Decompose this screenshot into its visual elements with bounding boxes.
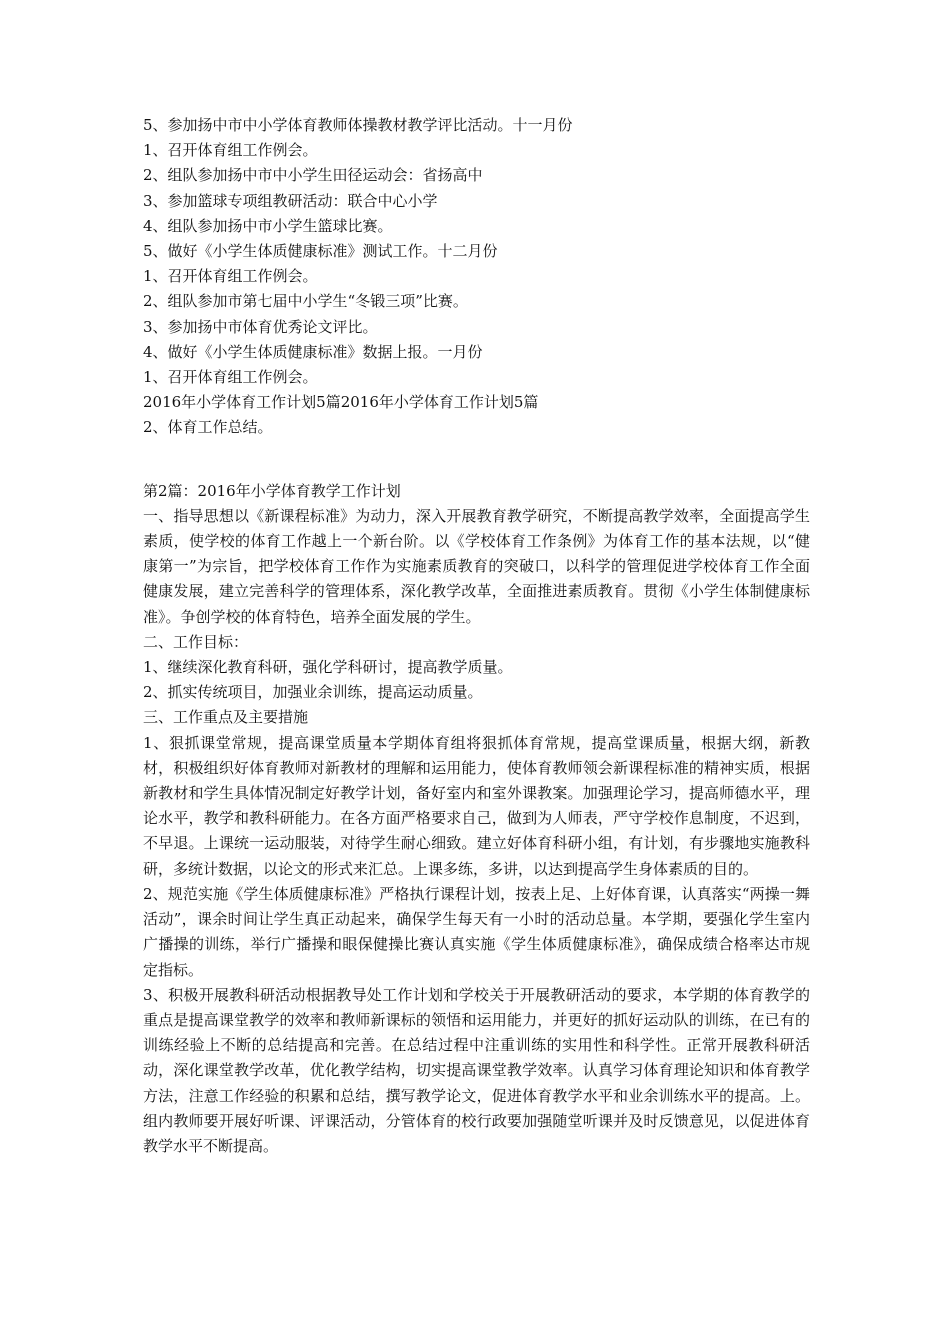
goal-item: 2、抓实传统项目，加强业余训练，提高运动质量。 xyxy=(143,683,483,702)
goal-item: 1、继续深化教育科研，强化学科研讨，提高教学质量。 xyxy=(143,658,513,677)
document-page xyxy=(143,113,810,1159)
text-line: 5、参加扬中市中小学体育教师体操教材教学评比活动。十一月份 xyxy=(143,116,573,134)
text-line: 1、召开体育组工作例会。 xyxy=(143,368,318,387)
text-line: 4、组队参加扬中市小学生篮球比赛。 xyxy=(143,216,393,235)
measure-paragraph: 2、规范实施《学生体质健康标准》严格执行课程计划，按表上足、上好体育课，认真落实“两操一舞活动”，课余时间让学生真正动起来，确保学生每天有一小时的活动总量。本学期，要强化学生室内广播操的训练，举行广播操和眼保健操比赛认真实施《学生体质健康标准》，确保成绩合格率达市规定指标。 xyxy=(143,884,810,979)
text-line: 4、做好《小学生体质健康标准》数据上报。一月份 xyxy=(143,342,483,361)
guiding-ideology-paragraph: 一、指导思想以《新课程标准》为动力，深入开展教育教学研究，不断提高教学效率，全面提高学生素质，使学校的体育工作越上一个新台阶。以《学校体育工作条例》为体育工作的基本法规，以“健康第一”为宗旨，把学校体育工作作为实施素质教育的突破口，以科学的管理促进学校体育工作全面健康发展，建立完善科学的管理体系，深化教学改革，全面推进素质教育。贯彻《小学生体制健康标准》。争创学校的体育特色，培养全面发展的学生。 xyxy=(143,506,810,626)
text-line: 2、组队参加市第七届中小学生“冬锻三项”比赛。 xyxy=(143,292,468,311)
measure-paragraph: 3、积极开展教科研活动根据教导处工作计划和学校关于开展教研活动的要求，本学期的体育教学的重点是提高课堂教学的效率和教师新课标的领悟和运用能力，并更好的抓好运动队的训练，在已有的训练经验上不断的总结提高和完善。在总结过程中注重训练的实用性和科学性。正常开展教科研活动，深化课堂教学改革，优化教学结构，切实提高课堂教学效率。认真学习体育理论知识和体育教学方法，注意工作经验的积累和总结，撰写教学论文，促进体育教学水平和业余训练水平的提高。上。组内教师要开展好听课、评课活动，分管体育的校行政要加强随堂听课并及时反馈意见，以促进体育教学水平不断提高。 xyxy=(143,985,810,1155)
text-line: 3、参加扬中市体育优秀论文评比。 xyxy=(143,317,378,336)
measures-heading: 三、工作重点及主要措施 xyxy=(143,708,309,727)
text-line: 2、组队参加扬中市中小学生田径运动会：省扬高中 xyxy=(143,166,483,185)
section-gap xyxy=(143,441,810,479)
goals-heading: 二、工作目标： xyxy=(143,632,249,651)
text-line: 2016年小学体育工作计划5篇2016年小学体育工作计划5篇 xyxy=(143,393,539,412)
section-title: 第2篇：2016年小学体育教学工作计划 xyxy=(143,481,401,500)
text-line: 2、体育工作总结。 xyxy=(143,418,273,437)
text-line: 5、做好《小学生体质健康标准》测试工作。十二月份 xyxy=(143,242,498,261)
text-line: 3、参加篮球专项组教研活动：联合中心小学 xyxy=(143,191,438,210)
text-line: 1、召开体育组工作例会。 xyxy=(143,267,318,286)
measure-paragraph: 1、狠抓课堂常规，提高课堂质量本学期体育组将狠抓体育常规，提高堂课质量，根据大纲，新教材，积极组织好体育教师对新教材的理解和运用能力，使体育教师领会新课程标准的精神实质，根据新教材和学生具体情况制定好教学计划，备好室内和室外课教案。加强理论学习，提高师德水平，理论水平，教学和教科研能力。在各方面严格要求自己，做到为人师表，严守学校作息制度，不迟到，不早退。上课统一运动服装，对待学生耐心细致。建立好体育科研小组，有计划，有步骤地实施教科研，多统计数据，以论文的形式来汇总。上课多练，多讲，以达到提高学生身体素质的目的。 xyxy=(143,733,810,878)
text-line: 1、召开体育组工作例会。 xyxy=(143,141,318,160)
